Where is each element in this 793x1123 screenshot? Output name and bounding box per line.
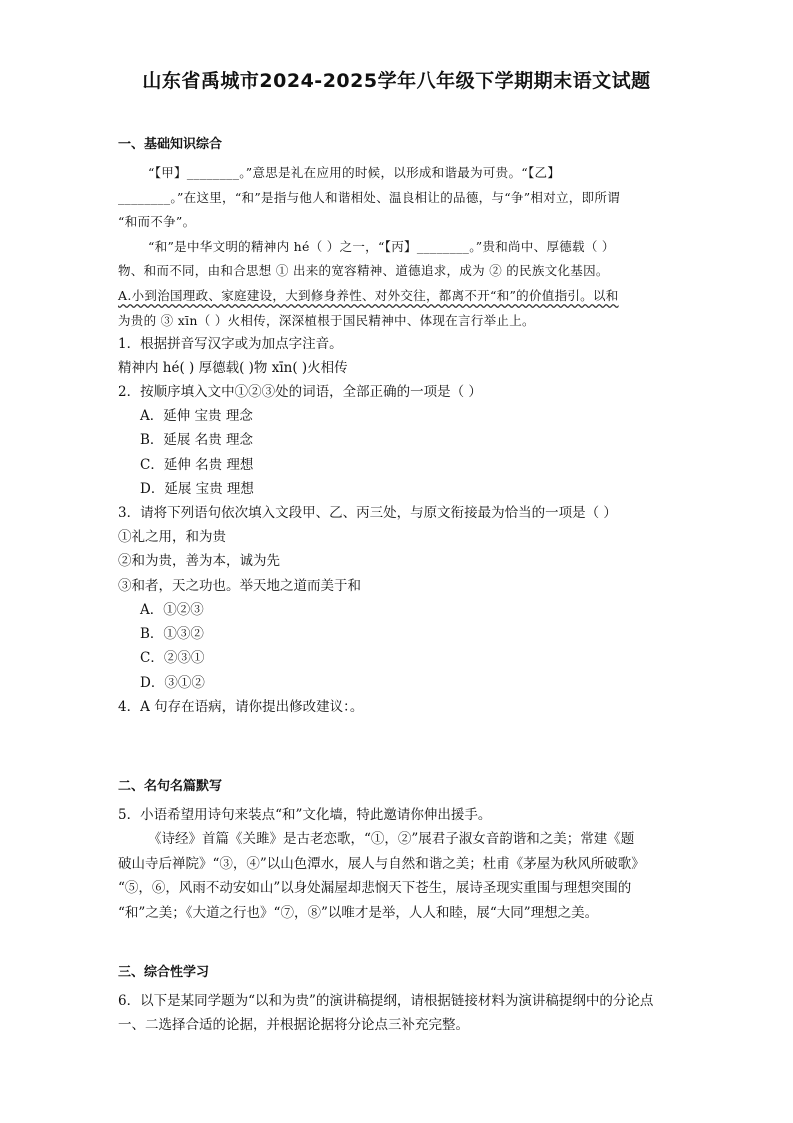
- sentence-item: ②和为贵，善为本，诚为先: [118, 553, 280, 569]
- option-a: A．延伸 宝贵 理念: [140, 408, 253, 424]
- section-heading-comprehensive: 三、综合性学习: [118, 965, 210, 980]
- passage-line: “和而不争”。: [118, 214, 196, 229]
- question-5-line: “和”之美；《大道之行也》“⑦，⑧”以唯才是举，人人和睦，展“大同”理想之美。: [118, 905, 599, 921]
- question-1-blanks: 精神内 hé( ) 厚德载( )物 xīn( )火相传: [118, 360, 348, 376]
- section-heading-recitation: 二、名句名篇默写: [118, 779, 223, 794]
- sentence-item: ③和者，天之功也。举天地之道而美于和: [118, 578, 361, 594]
- option-b: B．延展 名贵 理念: [140, 432, 254, 448]
- passage-line: “【甲】________。”意思是礼在应用的时候，以形成和谐最为可贵。“【乙】: [148, 165, 561, 180]
- sentence-item: ①礼之用，和为贵: [118, 529, 226, 545]
- question-5-line: 《诗经》首篇《关雎》是古老恋歌，“①，②”展君子淑女音韵谐和之美；常建《题: [148, 831, 635, 847]
- question-6-line: 6．以下是某同学题为“以和为贵”的演讲稿提纲，请根据链接材料为演讲稿提纲中的分论点: [118, 993, 654, 1009]
- question-1: 1．根据拼音写汉字或为加点字注音。: [118, 336, 343, 352]
- passage-line: “和”是中华文明的精神内 hé（ ）之一，“【丙】________。”贵和尚中、厚德载（ ）: [148, 239, 615, 254]
- option-d: D．延展 宝贵 理想: [140, 481, 254, 497]
- option-d: D．③①②: [140, 675, 205, 691]
- passage-line: 物、和而不同，由和合思想 ① 出来的宽容精神、道德追求，成为 ② 的民族文化基因。: [118, 263, 609, 278]
- page-title: 山东省禹城市2024-2025学年八年级下学期期末语文试题: [142, 70, 651, 92]
- option-a: A．①②③: [140, 602, 204, 618]
- question-6-line: 一、二选择合适的论据，并根据论据将分论点三补充完整。: [118, 1017, 469, 1033]
- option-c: C．延伸 名贵 理想: [140, 457, 254, 473]
- question-5-line: “⑤，⑥，风雨不动安如山”以身处漏屋却悲悯天下苍生，展诗圣现实重围与理想突围的: [118, 880, 632, 896]
- question-4: 4．A 句存在语病，请你提出修改建议：。: [118, 699, 364, 715]
- question-5: 5．小语希望用诗句来装点“和”文化墙，特此邀请你伸出援手。: [118, 807, 492, 823]
- passage-line: 为贵的 ③ xīn（ ）火相传，深深植根于国民精神中、体现在言行举止上。: [118, 313, 535, 328]
- question-5-line: 破山寺后禅院》“③，④”以山色潭水，展人与自然和谐之美；杜甫《茅屋为秋风所破歌》: [118, 856, 645, 872]
- option-c: C．②③①: [140, 650, 205, 666]
- option-b: B．①③②: [140, 626, 204, 642]
- question-2: 2．按顺序填入文中①②③处的词语，全部正确的一项是（ ）: [118, 384, 482, 400]
- passage-line-sentence-a: A.小到治国理政、家庭建设，大到修身养性、对外交往，都离不开“和”的价值指引。以和: [118, 288, 619, 303]
- section-heading-basic: 一、基础知识综合: [118, 137, 223, 152]
- question-3: 3．请将下列语句依次填入文段甲、乙、丙三处，与原文衔接最为恰当的一项是（ ）: [118, 505, 617, 521]
- passage-line: ________。”在这里，“和”是指与他人和谐相处、温良相让的品德，与“争”相对立，即所谓: [118, 190, 621, 205]
